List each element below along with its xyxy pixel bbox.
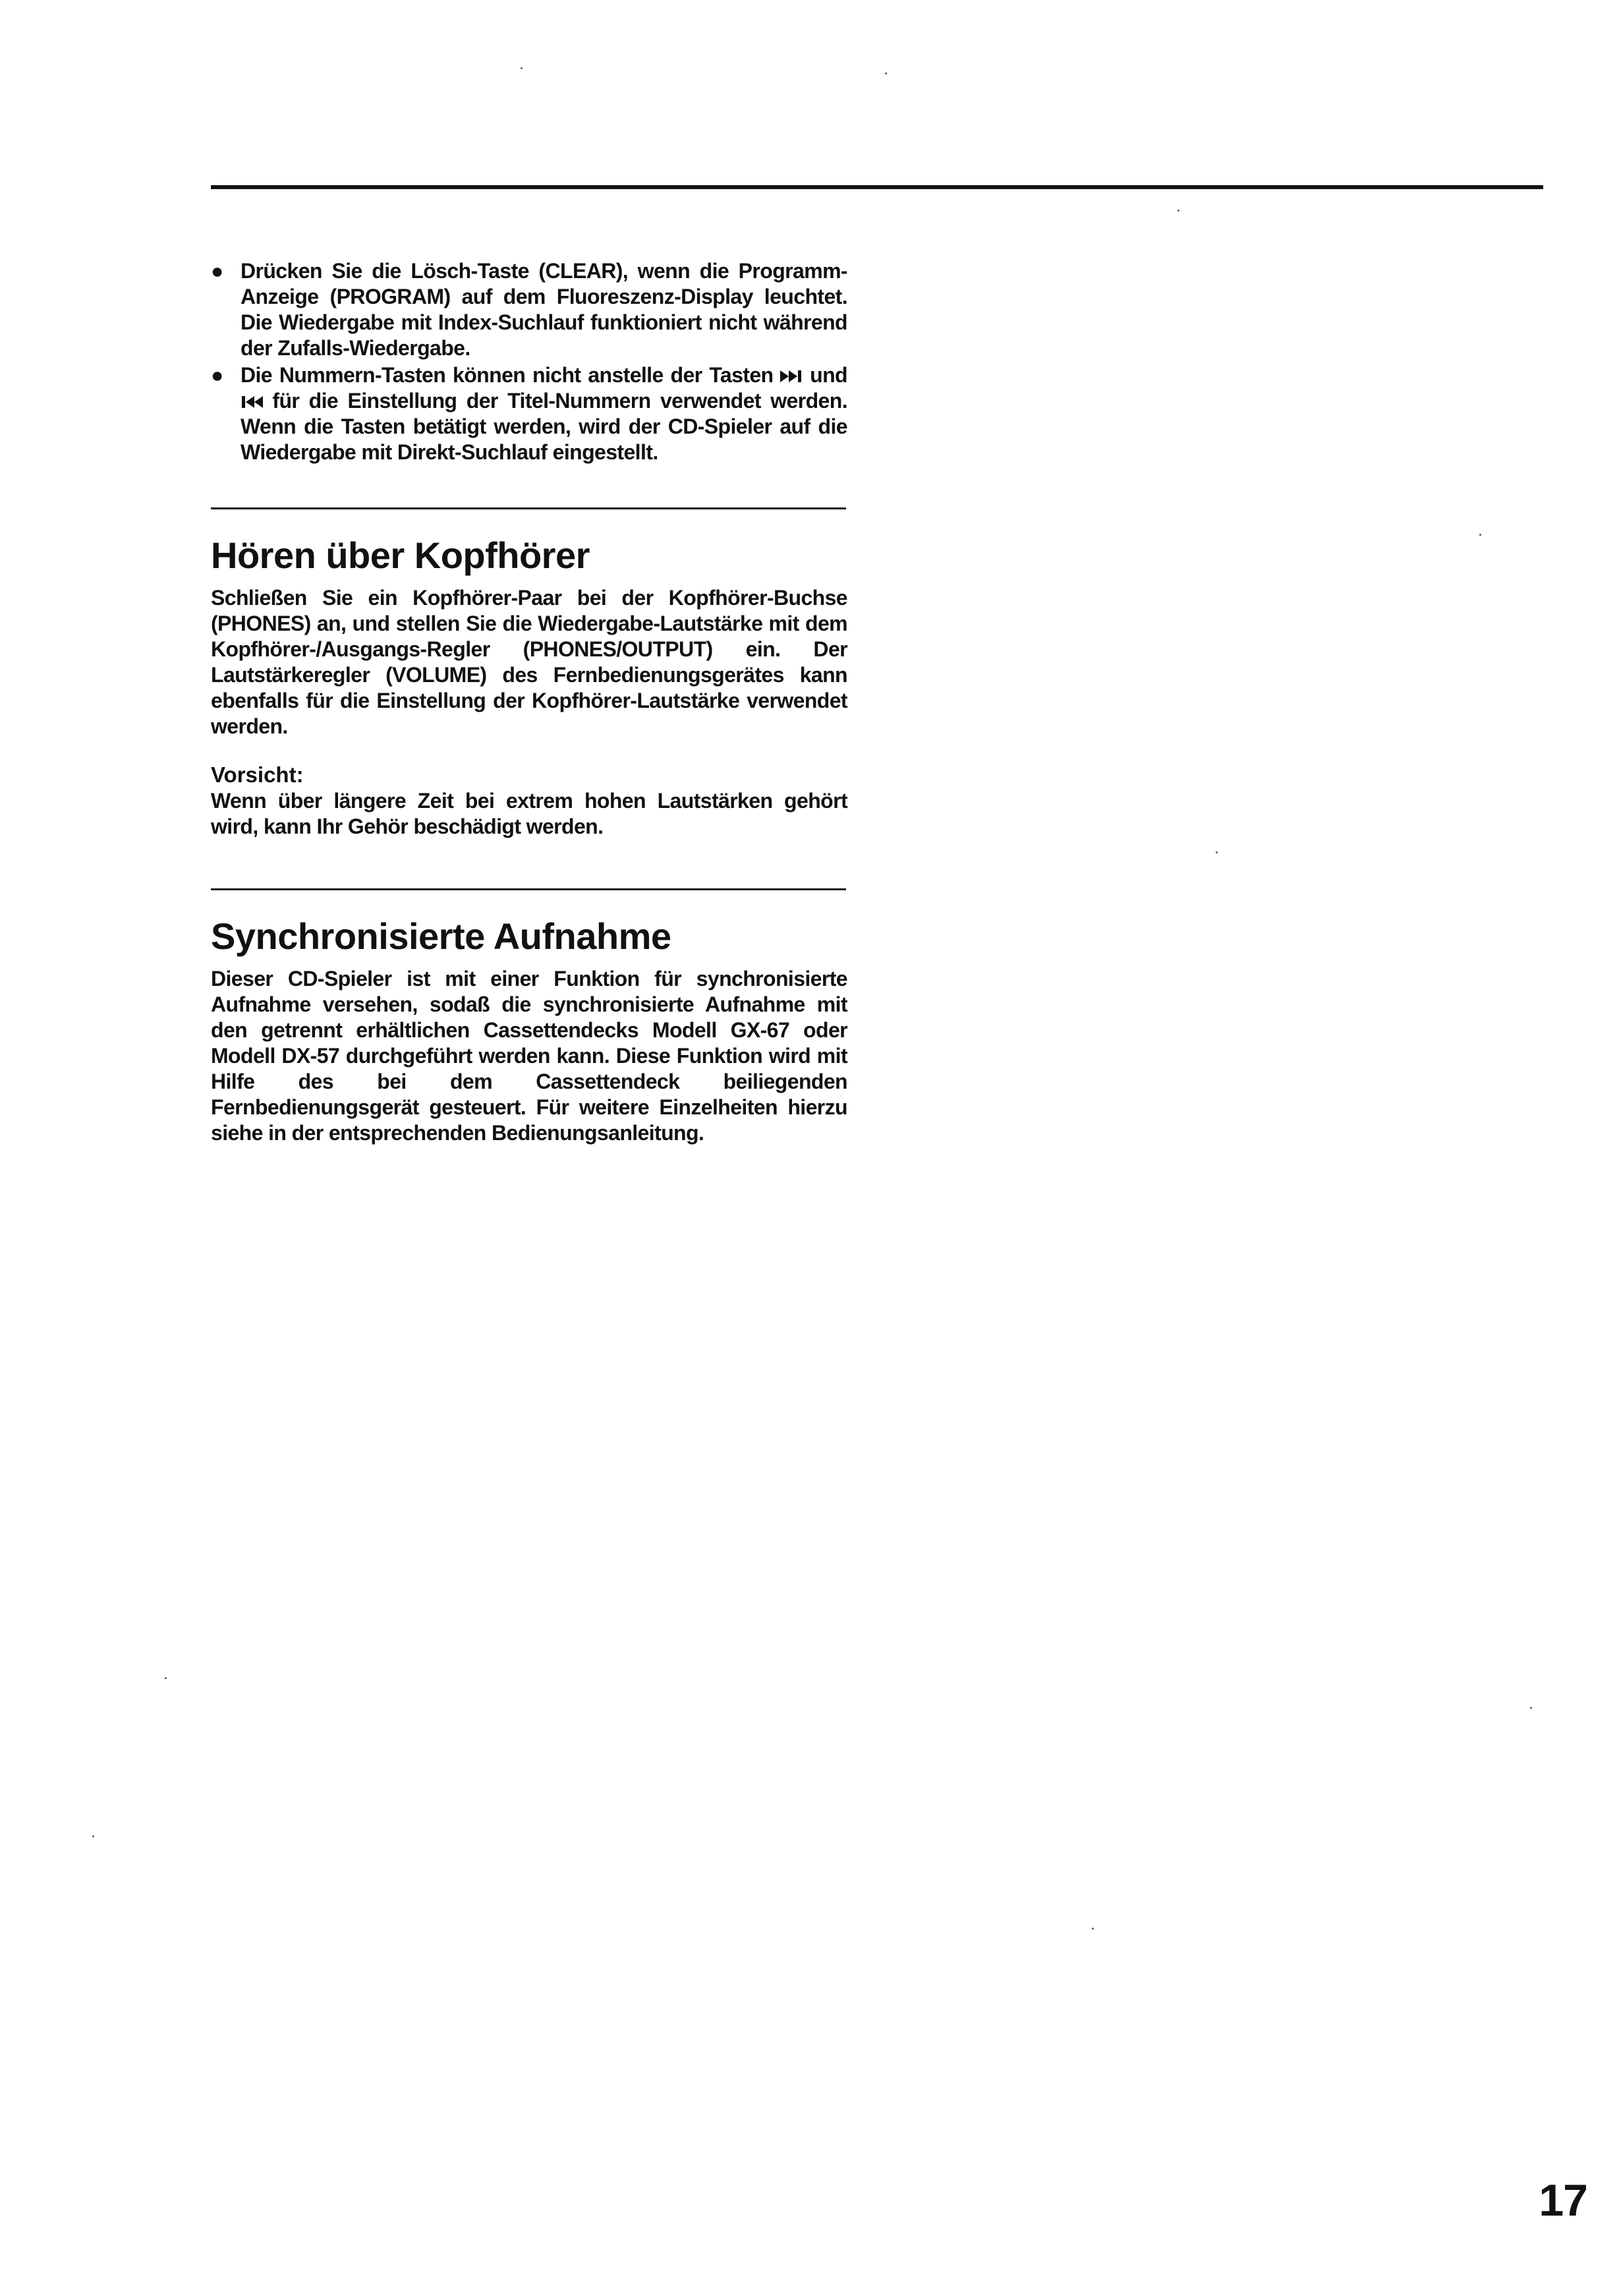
scan-speck: [165, 1677, 167, 1679]
scan-speck: [885, 72, 887, 74]
scan-speck: [1530, 1707, 1532, 1709]
caution-text: Wenn über längere Zeit bei extrem hohen Lautstärken gehört wird, kann Ihr Gehör beschädigt werden.: [211, 789, 847, 838]
list-item: [211, 258, 847, 361]
skip-back-icon: [241, 395, 263, 409]
bullet-icon: ●: [211, 259, 223, 283]
sync-body: Dieser CD-Spieler ist mit einer Funktion für synchronisierte Aufnahme versehen, sodaß die synchronisierte Aufnahme mit den getrennt erhältlichen Cassettendecks Modell GX-67 oder Modell DX-57 durchgeführt werden kann. Diese Funktion wird mit Hilfe des bei dem Cassettendeck beiliegenden Fernbedienungsgerät gesteuert. Für weitere Einzelheiten hierzu siehe in der entsprechenden Bedienungsanleitung.: [211, 967, 847, 1145]
scan-speck: [1216, 851, 1218, 853]
scan-speck: [521, 67, 523, 69]
sync-section: [211, 913, 847, 1146]
scan-speck: [92, 1835, 94, 1837]
headphones-section: [211, 532, 847, 840]
notes-list: [211, 258, 847, 465]
headphones-body: Schließen Sie ein Kopfhörer-Paar bei der Kopfhörer-Buchse (PHONES) an, und stellen Sie die Wiedergabe-Lautstärke mit dem Kopfhörer-/Ausgangs-Regler (PHONES/OUTPUT) ein. Der Lautstärkeregler (VOLUME) des Fernbedienungsgerätes kann ebenfalls für die Einstellung der Kopfhörer-Lautstärke verwendet werden.: [211, 586, 847, 738]
page-number: 17: [1539, 2175, 1587, 2225]
scan-speck: [1178, 210, 1179, 212]
caution-label: Vorsicht:: [211, 762, 304, 787]
section-divider: [211, 888, 846, 890]
section-title-sync: Synchronisierte Aufnahme: [211, 915, 671, 957]
bullet-icon: ●: [211, 363, 223, 387]
section-title-headphones: Hören über Kopfhörer: [211, 534, 590, 576]
top-divider: [211, 185, 1543, 189]
list-item: [211, 362, 847, 465]
note-text-2a: Die Nummern-Tasten können nicht anstelle der Tasten: [241, 363, 774, 387]
scan-speck: [1092, 1928, 1094, 1930]
skip-forward-icon: [780, 369, 803, 384]
notes-block: [211, 258, 847, 465]
scan-speck: [1479, 534, 1481, 536]
note-text-2c: für die Einstellung der Titel-Nummern verwendet werden. Wenn die Tasten betätigt werden, wird der CD-Spieler auf die Wiedergabe mit Direkt-Suchlauf eingestellt.: [241, 389, 847, 464]
note-text-1: Drücken Sie die Lösch-Taste (CLEAR), wenn die Programm-Anzeige (PROGRAM) auf dem Fluoreszenz-Display leuchtet. Die Wiedergabe mit Index-Suchlauf funktioniert nicht während der Zufalls-Wiedergabe.: [241, 259, 847, 360]
section-divider: [211, 507, 846, 509]
note-text-2b: und: [810, 363, 847, 387]
